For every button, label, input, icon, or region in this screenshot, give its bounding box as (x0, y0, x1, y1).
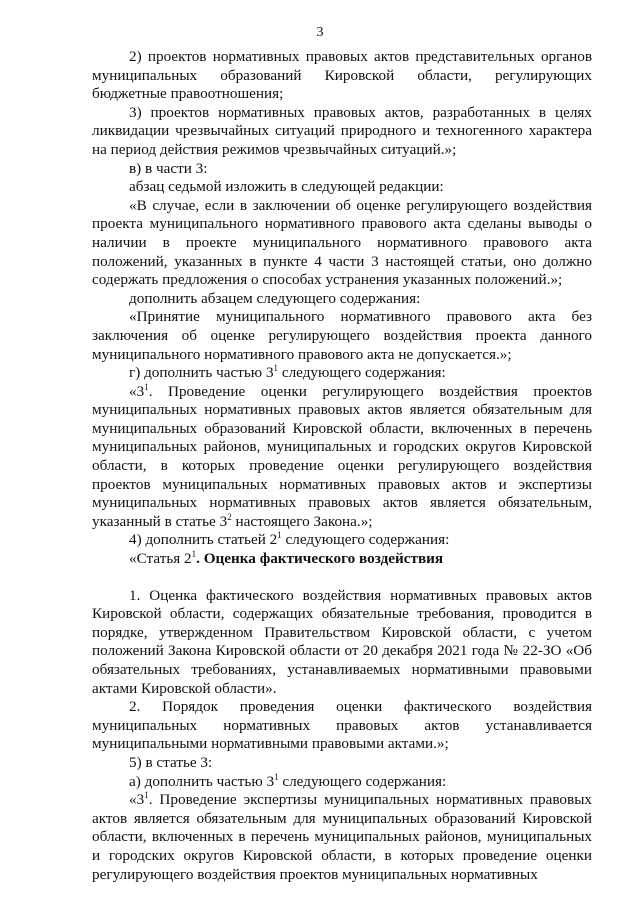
text-part: «3 (129, 382, 145, 400)
paragraph-4 (92, 531, 592, 550)
article-title: . Оценка фактического воздействия (196, 550, 444, 568)
paragraph: 2. Порядок проведения оценки фактического воздействия муниципальных нормативных правовых актов устанавливается муниципальными нормативными правовыми актами.»; (92, 698, 592, 753)
spacer (92, 569, 592, 587)
superscript: 1 (191, 549, 197, 560)
superscript: 1 (144, 790, 149, 801)
paragraph: «В случае, если в заключении об оценке регулирующего воздействия проекта муниципального нормативного правового акта сделаны выводы о наличии в проекте муниципального нормативного правового акта положений, указанных в пункте 4 части 3 настоящей статьи, оно должно содержать предложения о способах устранения указанных положений.»; (92, 196, 592, 289)
superscript: 1 (144, 381, 149, 392)
paragraph: 2) проектов нормативных правовых актов представительных органов муниципальных образований Кировской области, регулирующих бюджетные правоотношения; (92, 48, 592, 103)
paragraph: в) в части 3: (129, 159, 208, 177)
superscript: 1 (277, 530, 282, 541)
article-heading (92, 550, 592, 569)
text-part: следующего содержания: (278, 772, 447, 790)
paragraph: дополнить абзацем следующего содержания: (129, 289, 421, 307)
paragraph: абзац седьмой изложить в следующей редакции: (129, 178, 444, 196)
text-part: «3 (129, 791, 145, 809)
paragraph: 1. Оценка фактического воздействия нормативных правовых актов Кировской области, содержащих обязательные требования, проводится в порядке, утвержденном Правительством Кировской области, с учетом положений Закона Кировской области от 20 декабря 2021 года № 22-ЗО «Об обязательных требованиях, устанавливаемых нормативными правовыми актами Кировской области». (92, 586, 592, 697)
text-part: . Проведение оценки регулирующего воздействия проектов муниципальных нормативных правовых актов является обязательным для муниципальных образований Кировской области, включенных в перечень муниципальных районов, муниципальных и городских округов Кировской области, в которых проведение оценки регулирующего воздействия проектов муниципальных нормативных правовых актов и экспертизы муниципальных нормативных правовых актов является обязательным, указанный в статье 3 (92, 382, 592, 530)
text-part: 4) дополнить статьей 2 (129, 531, 278, 549)
paragraph: 3) проектов нормативных правовых актов, разработанных в целях ликвидации чрезвычайных ситуаций природного и техногенного характера на период действия режимов чрезвычайных ситуаций.»; (92, 103, 592, 158)
paragraph: «Принятие муниципального нормативного правового акта без заключения об оценке регулирующего воздействия проекта данного муниципального нормативного правового акта не допускается.»; (92, 308, 592, 363)
paragraph-a (92, 773, 592, 792)
superscript: 2 (227, 511, 232, 522)
text-part: настоящего Закона.»; (231, 512, 373, 530)
paragraph: 5) в статье 3: (129, 753, 213, 771)
text-part: г) дополнить частью 3 (129, 364, 274, 382)
text-part: следующего содержания: (281, 531, 450, 549)
paragraph-g (92, 364, 592, 383)
paragraph-part-3-1-expertise (92, 791, 592, 884)
text-part: а) дополнить частью 3 (129, 772, 275, 790)
superscript: 1 (274, 771, 279, 782)
text-part: «Статья 2 (129, 550, 192, 568)
superscript: 1 (273, 363, 279, 374)
text-part: следующего содержания: (278, 364, 446, 382)
document-body (92, 48, 592, 884)
paragraph-part-3-1 (92, 383, 592, 532)
page-number: 3 (316, 25, 324, 40)
text-part: . Проведение экспертизы муниципальных нормативных правовых актов является обязательным для муниципальных образований Кировской области, включенных в перечень муниципальных районов, муниципальных и городских округов Кировской области, в которых проведение оценки регулирующего воздействия проектов муниципальных нормативных (92, 791, 592, 883)
